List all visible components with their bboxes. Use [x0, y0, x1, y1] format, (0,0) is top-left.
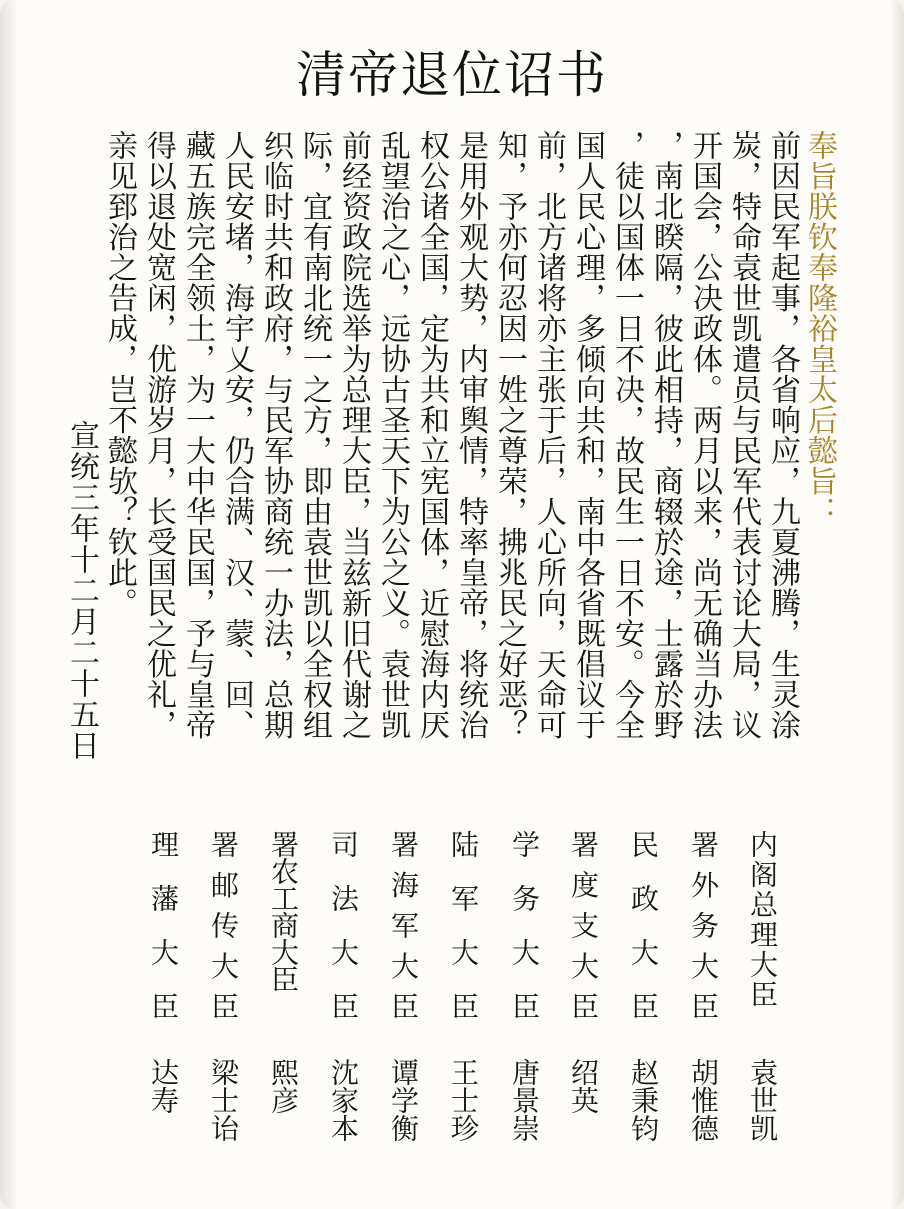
edict-column-7: 国人民心理，多倾向共和，南中各省既倡议于 — [570, 130, 605, 740]
signatory-office: 署海军大臣 — [387, 830, 420, 1020]
page-left-shadow — [0, 0, 18, 1209]
edict-column-11: 权公诸全国，定为共和立宪国体，近慰海内厌 — [414, 130, 449, 740]
signatory-office: 内阁总理大臣 — [746, 830, 779, 1010]
signatory-name: 胡惟德 — [687, 1058, 720, 1142]
signatory-name: 沈家本 — [327, 1058, 360, 1142]
signatory-name: 达寿 — [147, 1058, 180, 1114]
page-right-shadow — [890, 0, 904, 1209]
edict-column-8: 前，北方诸将亦主张于后，人心所向，天命可 — [531, 130, 566, 740]
edict-column-16: 人民安堵，海宇乂安，仍合满、汉、蒙、回、 — [219, 130, 254, 740]
signatory-name: 谭学衡 — [387, 1058, 420, 1142]
signatory-office: 学务大臣 — [508, 830, 541, 1020]
edict-column-2: 前因民军起事，各省响应，九夏沸腾，生灵涂 — [765, 130, 800, 740]
edict-column-12: 乱望治之心，远协古圣天下为公之义。袁世凯 — [375, 130, 410, 740]
signatory-office: 署农工商大臣 — [267, 830, 300, 992]
edict-column-13: 前经资政院选举为总理大臣，当兹新旧代谢之 — [336, 130, 371, 740]
signatory-name: 赵秉钧 — [627, 1058, 660, 1142]
signatory-office: 陆军大臣 — [447, 830, 480, 1020]
signatory-office: 民政大臣 — [627, 830, 660, 1020]
signatory-office: 署外务大臣 — [687, 830, 720, 1020]
edict-column-14: 际，宜有南北统一之方，即由袁世凯以全权组 — [297, 130, 332, 740]
signatory-office: 司法大臣 — [327, 830, 360, 1020]
edict-column-5: ，南北睽隔，彼此相持，商辍於途，士露於野 — [648, 130, 683, 740]
signatory-name: 梁士诒 — [207, 1058, 240, 1142]
edict-column-3: 炭，特命袁世凯遣员与民军代表讨论大局，议 — [726, 130, 761, 740]
signatory-name: 王士珍 — [447, 1058, 480, 1142]
document-title: 清帝退位诏书 — [296, 46, 608, 104]
edict-column-18: 得以退处宽闲，优游岁月，长受国民之优礼， — [141, 130, 176, 740]
edict-column-9: 知，予亦何忍因一姓之尊荣，拂兆民之好恶？ — [492, 130, 527, 740]
edict-column-1: 奉旨朕钦奉隆裕皇太后懿旨： — [802, 130, 837, 527]
signatory-office: 署邮传大臣 — [207, 830, 240, 1020]
edict-column-17: 藏五族完全领土，为一大中华民国，予与皇帝 — [180, 130, 215, 740]
edict-column-10: 是用外观大势，内审舆情，特率皇帝，将统治 — [453, 130, 488, 740]
signatory-name: 袁世凯 — [746, 1058, 779, 1142]
edict-column-6: ，徒以国体一日不决，故民生一日不安。今全 — [609, 130, 644, 740]
signatory-name: 熙彦 — [267, 1058, 300, 1114]
signatory-name: 唐景崇 — [508, 1058, 541, 1142]
edict-date: 宣统三年十二月二十五日 — [64, 420, 99, 761]
edict-column-19: 亲见郅治之告成，岂不懿欤？钦此。 — [102, 130, 137, 618]
signatory-office: 署度支大臣 — [567, 830, 600, 1020]
signatory-office: 理藩大臣 — [147, 830, 180, 1020]
edict-column-4: 开国会，公决政体。两月以来，尚无确当办法 — [687, 130, 722, 740]
edict-column-15: 织临时共和政府，与民军协商统一办法，总期 — [258, 130, 293, 740]
signatory-name: 绍英 — [567, 1058, 600, 1114]
